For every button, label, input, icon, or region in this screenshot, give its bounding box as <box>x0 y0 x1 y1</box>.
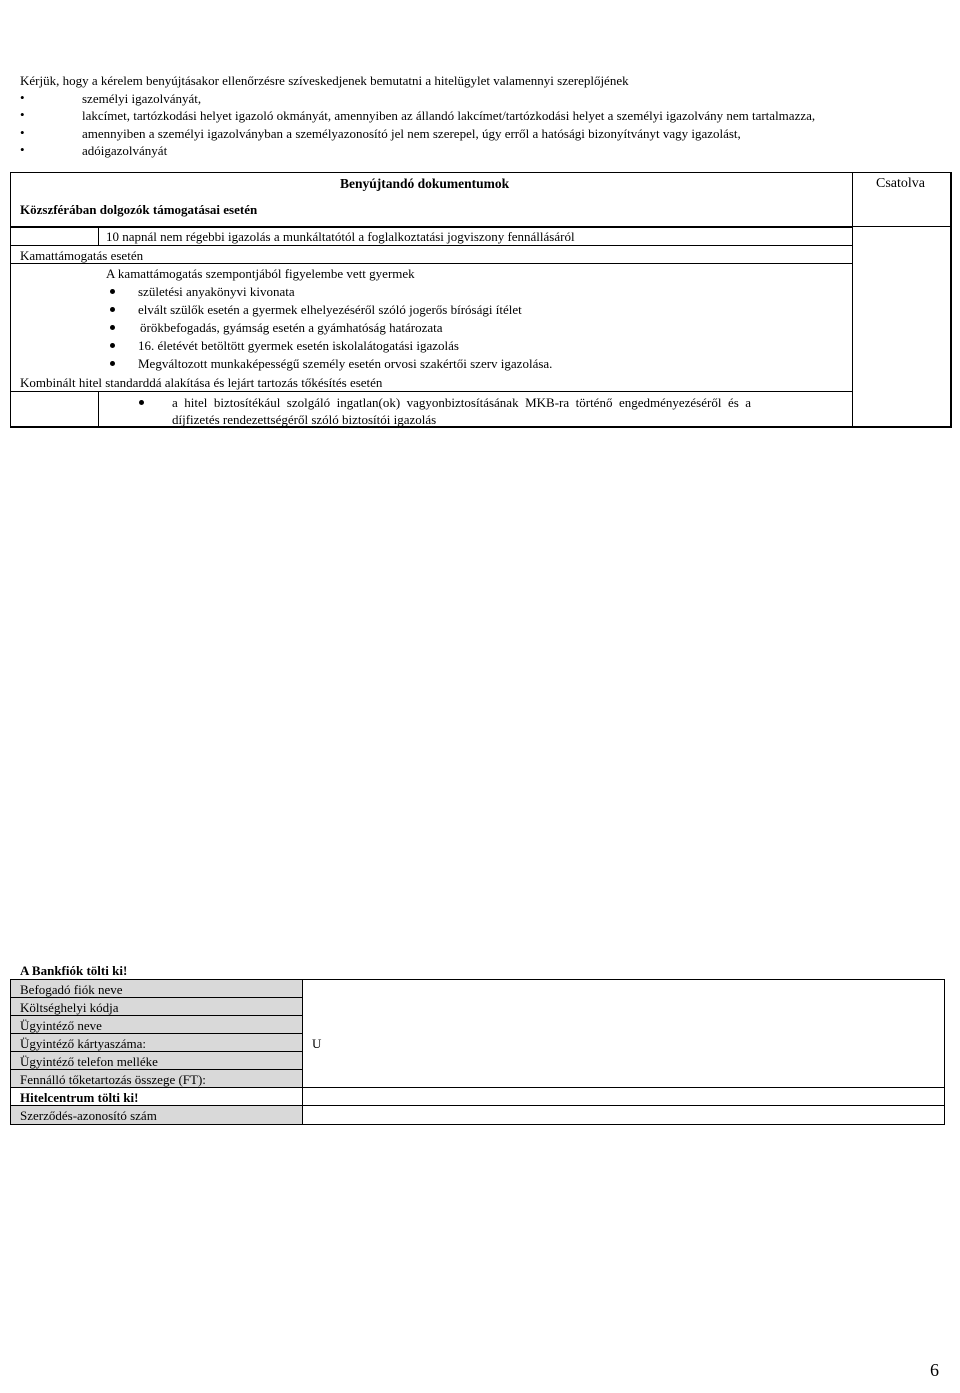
bank-row-label: Ügyintéző telefon melléke <box>20 1054 158 1069</box>
section-item: 16. életévét betöltött gyermek esetén iskolalátogatási igazolás <box>138 338 459 353</box>
bullet-icon <box>110 325 115 330</box>
section-item: 10 napnál nem régebbi igazolás a munkáltatótól a foglalkoztatási jogviszony fennállásáról <box>106 229 575 244</box>
bullet-icon: • <box>20 107 25 122</box>
section-item: örökbefogadás, gyámság esetén a gyámhatóság határozata <box>140 320 443 335</box>
bullet-icon <box>110 361 115 366</box>
section-item: elvált szülők esetén a gyermek elhelyezéséről szóló jogerős bírósági ítélet <box>138 302 522 317</box>
section-item: a hitel biztosítékául szolgáló ingatlan(ok) vagyonbiztosításának MKB-ra történő engedményezéséről és a <box>172 395 752 410</box>
intro-item: lakcímet, tartózkodási helyet igazoló okmányát, amennyiben az állandó lakcímet/tartózkodási helyet a személyi igazolvány nem tartalmazza, <box>82 108 816 123</box>
section-title-public-sector: Közszférában dolgozók támogatásai esetén <box>20 202 258 217</box>
bank-row-label: Ügyintéző neve <box>20 1018 102 1033</box>
intro-lead: Kérjük, hogy a kérelem benyújtásakor ellenőrzésre szíveskedjenek bemutatni a hitelügylet valamennyi szereplőjének <box>20 73 629 88</box>
section-lead: A kamattámogatás szempontjából figyelembe vett gyermek <box>106 266 415 281</box>
bank-title: A Bankfiók tölti ki! <box>20 963 128 978</box>
section-item: születési anyakönyvi kivonata <box>138 284 295 299</box>
section-item: Megváltozott munkaképességű személy esetén orvosi szakértői szerv igazolása. <box>138 356 553 371</box>
page-number: 6 <box>930 1360 939 1380</box>
bullet-icon <box>110 343 115 348</box>
bank-row-label: Ügyintéző kártyaszáma: <box>20 1036 146 1051</box>
bullet-icon: • <box>20 142 25 157</box>
bullet-icon <box>110 307 115 312</box>
bank-row-label: Költséghelyi kódja <box>20 1000 119 1015</box>
bank-row-label: Fennálló tőketartozás összege (FT): <box>20 1072 206 1087</box>
header-documents: Benyújtandó dokumentumok <box>340 176 510 191</box>
header-attached: Csatolva <box>876 176 925 191</box>
bullet-icon <box>139 400 144 405</box>
bullet-icon: • <box>20 90 25 105</box>
intro-item: amennyiben a személyi igazolványban a személyazonosító jel nem szerepel, úgy erről a hatósági bizonyítványt vagy igazolást, <box>82 126 741 141</box>
centrum-title: Hitelcentrum tölti ki! <box>20 1090 139 1105</box>
card-number-value[interactable]: U <box>312 1036 322 1051</box>
section-item-continued: díjfizetés rendezettségéről szóló biztosítói igazolás <box>172 412 437 427</box>
section-title-combined-loan: Kombinált hitel standarddá alakítása és lejárt tartozás tőkésítés esetén <box>20 375 383 390</box>
bank-row-label: Szerződés-azonosító szám <box>20 1108 157 1123</box>
section-title-interest-subsidy: Kamattámogatás esetén <box>20 248 144 263</box>
intro-item: adóigazolványát <box>82 143 168 158</box>
bullet-icon <box>110 289 115 294</box>
intro-item: személyi igazolványát, <box>82 91 202 106</box>
bullet-icon: • <box>20 125 25 140</box>
bank-row-label: Befogadó fiók neve <box>20 982 123 997</box>
